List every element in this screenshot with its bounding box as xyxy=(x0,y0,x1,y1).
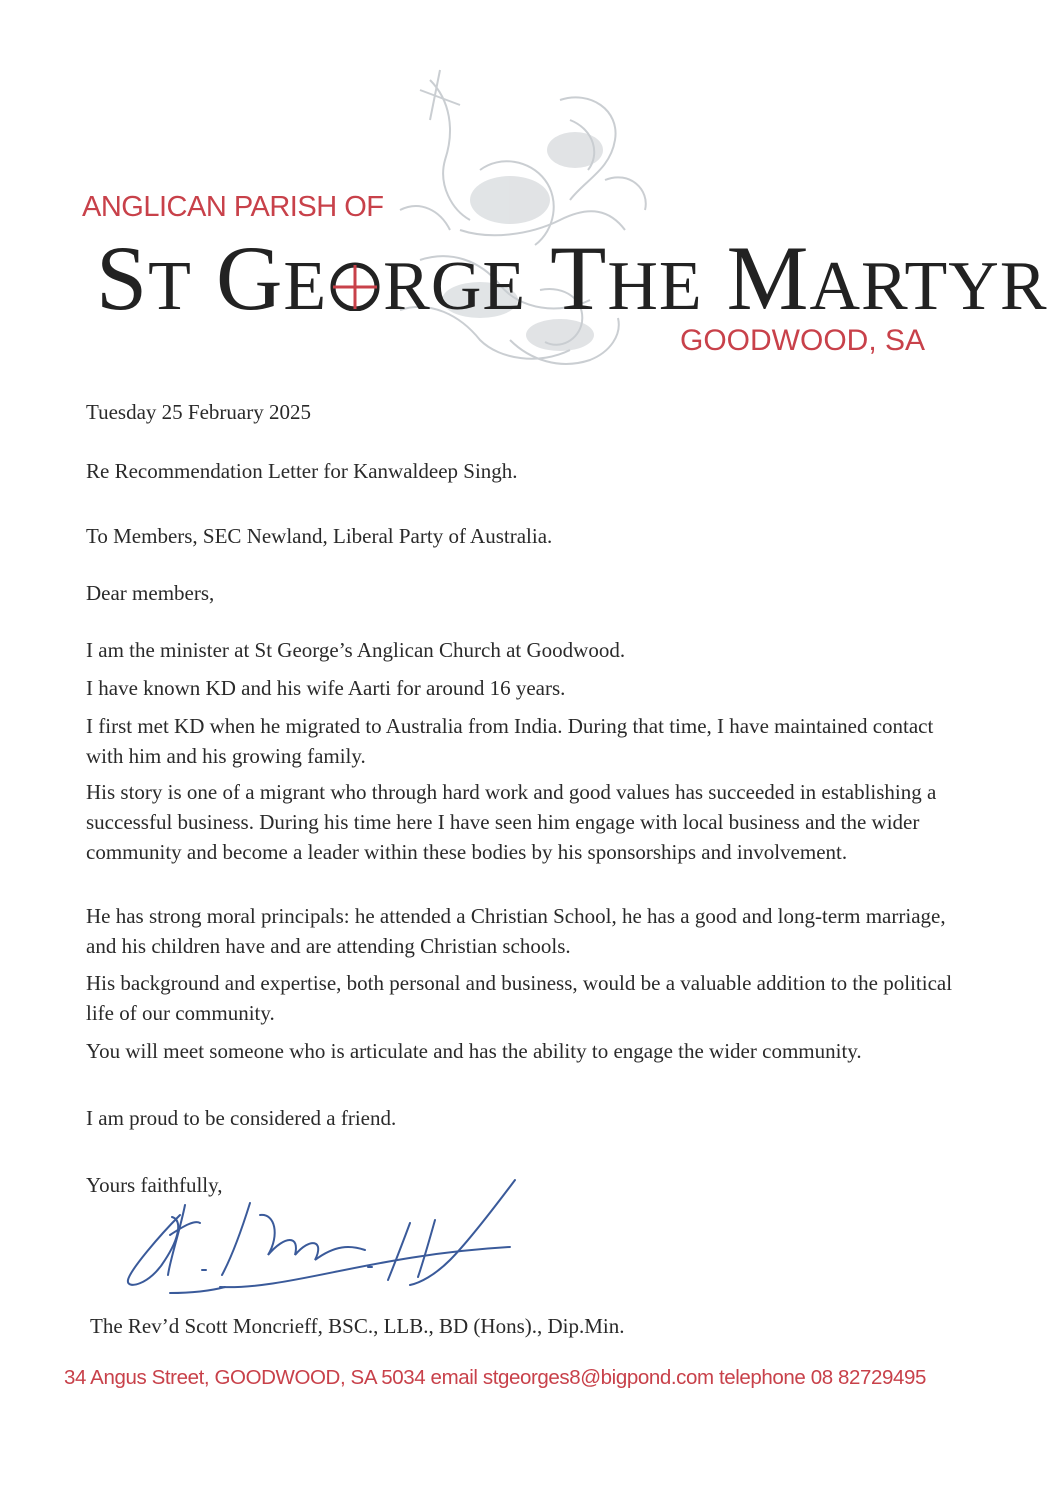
name-initial-t: T xyxy=(550,227,608,329)
paragraph-7: You will meet someone who is articulate and has the ability to engage the wider community. xyxy=(86,1039,862,1063)
paragraph-3: I first met KD when he migrated to Australia from India. During that time, I have maintained contact with him and his growing family. xyxy=(86,714,934,768)
name-part-rge: RGE xyxy=(383,248,527,325)
paragraph-8: I am proud to be considered a friend. xyxy=(86,1106,397,1130)
name-initial-m: M xyxy=(726,227,810,329)
name-part-e: E xyxy=(283,248,328,325)
st-george-dragon-watermark xyxy=(360,60,660,390)
footer-contact: 34 Angus Street, GOODWOOD, SA 5034 email stgeorges8@bigpond.com telephone 08 82729495 xyxy=(64,1366,927,1389)
paragraph-4: His story is one of a migrant who through hard work and good values has succeeded in establishing a successful business. During his time here I have seen him engage with local business and the wider community and become a leader within these bodies by his sponsorships and involvement. xyxy=(86,780,937,864)
location-label: GOODWOOD, SA xyxy=(680,324,926,357)
name-initial-s: S xyxy=(96,227,149,329)
name-initial-g: G xyxy=(215,227,284,329)
paragraph-2: I have known KD and his wife Aarti for around 16 years. xyxy=(86,676,566,700)
letter-date: Tuesday 25 February 2025 xyxy=(86,400,311,424)
signatory-name: The Rev’d Scott Moncrieff, BSC., LLB., BD (Hons)., Dip.Min. xyxy=(90,1314,625,1338)
cross-circle-o-icon xyxy=(329,251,381,311)
name-rest-he: HE xyxy=(607,248,703,325)
salutation: Dear members, xyxy=(86,581,215,605)
name-rest-t: T xyxy=(148,248,192,325)
handwritten-signature xyxy=(110,1175,540,1305)
to-line: To Members, SEC Newland, Liberal Party of Australia. xyxy=(86,524,553,548)
paragraph-1: I am the minister at St George’s Anglican Church at Goodwood. xyxy=(86,638,626,662)
re-line: Re Recommendation Letter for Kanwaldeep Singh. xyxy=(86,459,518,483)
parish-name xyxy=(96,227,1048,333)
closing: Yours faithfully, xyxy=(86,1173,223,1197)
paragraph-6: His background and expertise, both personal and business, would be a valuable addition to the political life of our community. xyxy=(86,971,953,1025)
paragraph-5: He has strong moral principals: he attended a Christian School, he has a good and long-term marriage, and his children have and are attending Christian schools. xyxy=(86,904,946,958)
parish-of-label: ANGLICAN PARISH OF xyxy=(82,191,384,223)
name-rest-artyr: ARTYR xyxy=(809,248,1048,325)
